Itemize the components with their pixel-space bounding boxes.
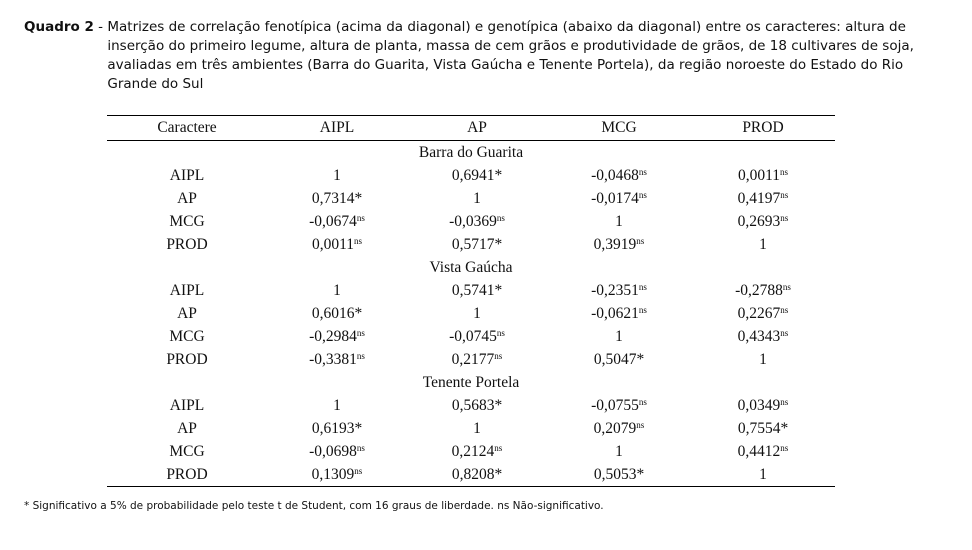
- significance-mark: ns: [638, 304, 647, 315]
- cell-value: 0,6016*: [311, 304, 363, 322]
- correlation-cell: [267, 417, 407, 440]
- cell-value: 1: [759, 350, 767, 368]
- correlation-cell: [407, 348, 547, 371]
- correlation-cell: [407, 233, 547, 256]
- correlation-cell: [267, 440, 407, 463]
- table-row: [107, 463, 835, 487]
- cell-value: 1: [615, 442, 623, 460]
- cell-value: 1: [473, 304, 481, 322]
- table-row: [107, 348, 835, 371]
- correlation-cell: [267, 279, 407, 302]
- correlation-cell: [407, 279, 547, 302]
- correlation-cell: [691, 210, 835, 233]
- cell-value: 0,1309: [311, 465, 355, 483]
- significance-mark: ns: [356, 327, 365, 338]
- correlation-cell: [547, 394, 691, 417]
- cell-value: 1: [759, 465, 767, 483]
- cell-value: 0,2693: [737, 212, 781, 230]
- significance-mark: ns: [356, 212, 365, 223]
- significance-mark: ns: [496, 327, 505, 338]
- cell-value: 1: [473, 419, 481, 437]
- cell-value: 0,4343: [737, 327, 781, 345]
- table-row: [107, 440, 835, 463]
- cell-value: 0,0349: [737, 396, 781, 414]
- caption-text: Matrizes de correlação fenotípica (acima da diagonal) e genotípica (abaixo da diagonal) entre os caracteres: altura de inserção do primeiro legume, altura de planta, massa de cem grãos e produtividade de grãos, de 18 cultivares de soja, avaliadas em três ambientes (Barra do Guarita, Vista Gaúcha e Tenente Portela), da região noroeste do Estado do Rio Grande do Sul: [107, 19, 914, 92]
- correlation-cell: [547, 233, 691, 256]
- significance-mark: ns: [780, 442, 789, 453]
- table-row: [107, 394, 835, 417]
- correlation-cell: [267, 187, 407, 210]
- caption-separator: -: [93, 19, 108, 35]
- cell-value: 1: [759, 235, 767, 253]
- cell-value: 0,5683*: [451, 396, 503, 414]
- cell-value: 0,4197: [737, 189, 781, 207]
- cell-value: 0,5053*: [593, 465, 645, 483]
- row-label: AIPL: [169, 396, 205, 414]
- correlation-cell: [691, 279, 835, 302]
- cell-value: 0,8208*: [451, 465, 503, 483]
- row-label: AP: [177, 189, 197, 207]
- cell-value: 0,5047*: [593, 350, 645, 368]
- correlation-cell: [691, 233, 835, 256]
- cell-value: 1: [333, 396, 341, 414]
- significance-mark: ns: [494, 442, 503, 453]
- cell-value: 0,0011: [311, 235, 355, 253]
- table-row: [107, 325, 835, 348]
- cell-value: -0,2984: [309, 327, 357, 345]
- cell-value: 0,2124: [451, 442, 495, 460]
- cell-value: 1: [615, 212, 623, 230]
- column-header: AP: [467, 119, 487, 136]
- correlation-cell: [691, 417, 835, 440]
- significance-mark: ns: [636, 235, 645, 246]
- correlation-cell: [547, 210, 691, 233]
- correlation-cell: [691, 164, 835, 187]
- significance-mark: ns: [356, 350, 365, 361]
- column-header: MCG: [601, 119, 637, 136]
- significance-mark: ns: [354, 235, 363, 246]
- significance-mark: ns: [780, 166, 789, 177]
- column-header: PROD: [742, 119, 784, 136]
- cell-value: 0,5741*: [451, 281, 503, 299]
- cell-value: -0,0698: [309, 442, 357, 460]
- correlation-cell: [547, 187, 691, 210]
- significance-mark: ns: [780, 304, 789, 315]
- cell-value: 0,0011: [737, 166, 781, 184]
- row-label: AIPL: [169, 281, 205, 299]
- significance-mark: ns: [780, 212, 789, 223]
- correlation-table: [107, 115, 835, 487]
- correlation-cell: [547, 302, 691, 325]
- significance-mark: ns: [494, 350, 503, 361]
- significance-mark: ns: [638, 166, 647, 177]
- table-row: [107, 302, 835, 325]
- correlation-cell: [267, 210, 407, 233]
- correlation-cell: [407, 210, 547, 233]
- significance-mark: ns: [638, 189, 647, 200]
- table-caption: [24, 18, 944, 94]
- table-row: [107, 187, 835, 210]
- group-title: Barra do Guarita: [418, 143, 524, 161]
- correlation-cell: [407, 187, 547, 210]
- correlation-cell: [691, 187, 835, 210]
- correlation-cell: [267, 325, 407, 348]
- group-row: [107, 371, 835, 394]
- correlation-cell: [547, 325, 691, 348]
- correlation-cell: [407, 394, 547, 417]
- cell-value: -0,3381: [309, 350, 357, 368]
- group-title: Tenente Portela: [422, 373, 520, 391]
- correlation-cell: [267, 348, 407, 371]
- row-label: AP: [177, 304, 197, 322]
- caption-label: Quadro 2: [24, 19, 94, 35]
- cell-value: 0,7554*: [737, 419, 789, 437]
- correlation-cell: [407, 302, 547, 325]
- correlation-cell: [407, 164, 547, 187]
- row-label: PROD: [166, 350, 208, 368]
- cell-value: 0,5717*: [451, 235, 503, 253]
- significance-mark: ns: [638, 396, 647, 407]
- column-header: Caractere: [157, 119, 217, 136]
- correlation-cell: [691, 302, 835, 325]
- significance-mark: ns: [782, 281, 791, 292]
- correlation-cell: [267, 463, 407, 487]
- cell-value: 0,4412: [737, 442, 781, 460]
- table-row: [107, 210, 835, 233]
- significance-mark: ns: [780, 396, 789, 407]
- correlation-cell: [547, 463, 691, 487]
- significance-mark: ns: [356, 442, 365, 453]
- footnote: * Significativo a 5% de probabilidade pelo teste t de Student, com 16 graus de liberdade. ns Não-significativo.: [24, 500, 604, 512]
- cell-value: 1: [473, 189, 481, 207]
- correlation-cell: [407, 417, 547, 440]
- cell-value: 0,3919: [593, 235, 637, 253]
- table-row: [107, 417, 835, 440]
- correlation-cell: [407, 325, 547, 348]
- correlation-cell: [547, 440, 691, 463]
- cell-value: 0,2079: [593, 419, 637, 437]
- correlation-cell: [267, 164, 407, 187]
- cell-value: 0,6941*: [451, 166, 503, 184]
- significance-mark: ns: [780, 327, 789, 338]
- table-row: [107, 233, 835, 256]
- cell-value: -0,0755: [591, 396, 639, 414]
- cell-value: -0,0745: [449, 327, 497, 345]
- header-row: [107, 116, 835, 141]
- group-row: [107, 256, 835, 279]
- table-row: [107, 164, 835, 187]
- cell-value: -0,0468: [591, 166, 639, 184]
- correlation-cell: [407, 440, 547, 463]
- row-label: MCG: [169, 327, 205, 345]
- correlation-cell: [547, 279, 691, 302]
- cell-value: 0,2177: [451, 350, 495, 368]
- correlation-cell: [267, 302, 407, 325]
- cell-value: 0,2267: [737, 304, 781, 322]
- cell-value: -0,0369: [449, 212, 497, 230]
- correlation-cell: [267, 394, 407, 417]
- cell-value: -0,2788: [735, 281, 783, 299]
- table-body: [107, 141, 835, 487]
- significance-mark: ns: [354, 465, 363, 476]
- cell-value: 1: [615, 327, 623, 345]
- group-title: Vista Gaúcha: [429, 258, 513, 276]
- correlation-cell: [691, 394, 835, 417]
- significance-mark: ns: [780, 189, 789, 200]
- row-label: MCG: [169, 442, 205, 460]
- cell-value: 0,7314*: [311, 189, 363, 207]
- correlation-cell: [691, 463, 835, 487]
- correlation-cell: [547, 164, 691, 187]
- cell-value: 1: [333, 166, 341, 184]
- correlation-cell: [691, 440, 835, 463]
- correlation-cell: [407, 463, 547, 487]
- significance-mark: ns: [638, 281, 647, 292]
- correlation-cell: [547, 348, 691, 371]
- column-header: AIPL: [319, 119, 355, 136]
- cell-value: -0,0174: [591, 189, 639, 207]
- cell-value: -0,0621: [591, 304, 639, 322]
- row-label: PROD: [166, 465, 208, 483]
- group-row: [107, 141, 835, 165]
- row-label: MCG: [169, 212, 205, 230]
- significance-mark: ns: [636, 419, 645, 430]
- cell-value: -0,2351: [591, 281, 639, 299]
- row-label: AIPL: [169, 166, 205, 184]
- correlation-cell: [691, 348, 835, 371]
- correlation-cell: [547, 417, 691, 440]
- cell-value: 0,6193*: [311, 419, 363, 437]
- row-label: PROD: [166, 235, 208, 253]
- row-label: AP: [177, 419, 197, 437]
- table-row: [107, 279, 835, 302]
- cell-value: 1: [333, 281, 341, 299]
- significance-mark: ns: [496, 212, 505, 223]
- cell-value: -0,0674: [309, 212, 357, 230]
- correlation-cell: [267, 233, 407, 256]
- correlation-cell: [691, 325, 835, 348]
